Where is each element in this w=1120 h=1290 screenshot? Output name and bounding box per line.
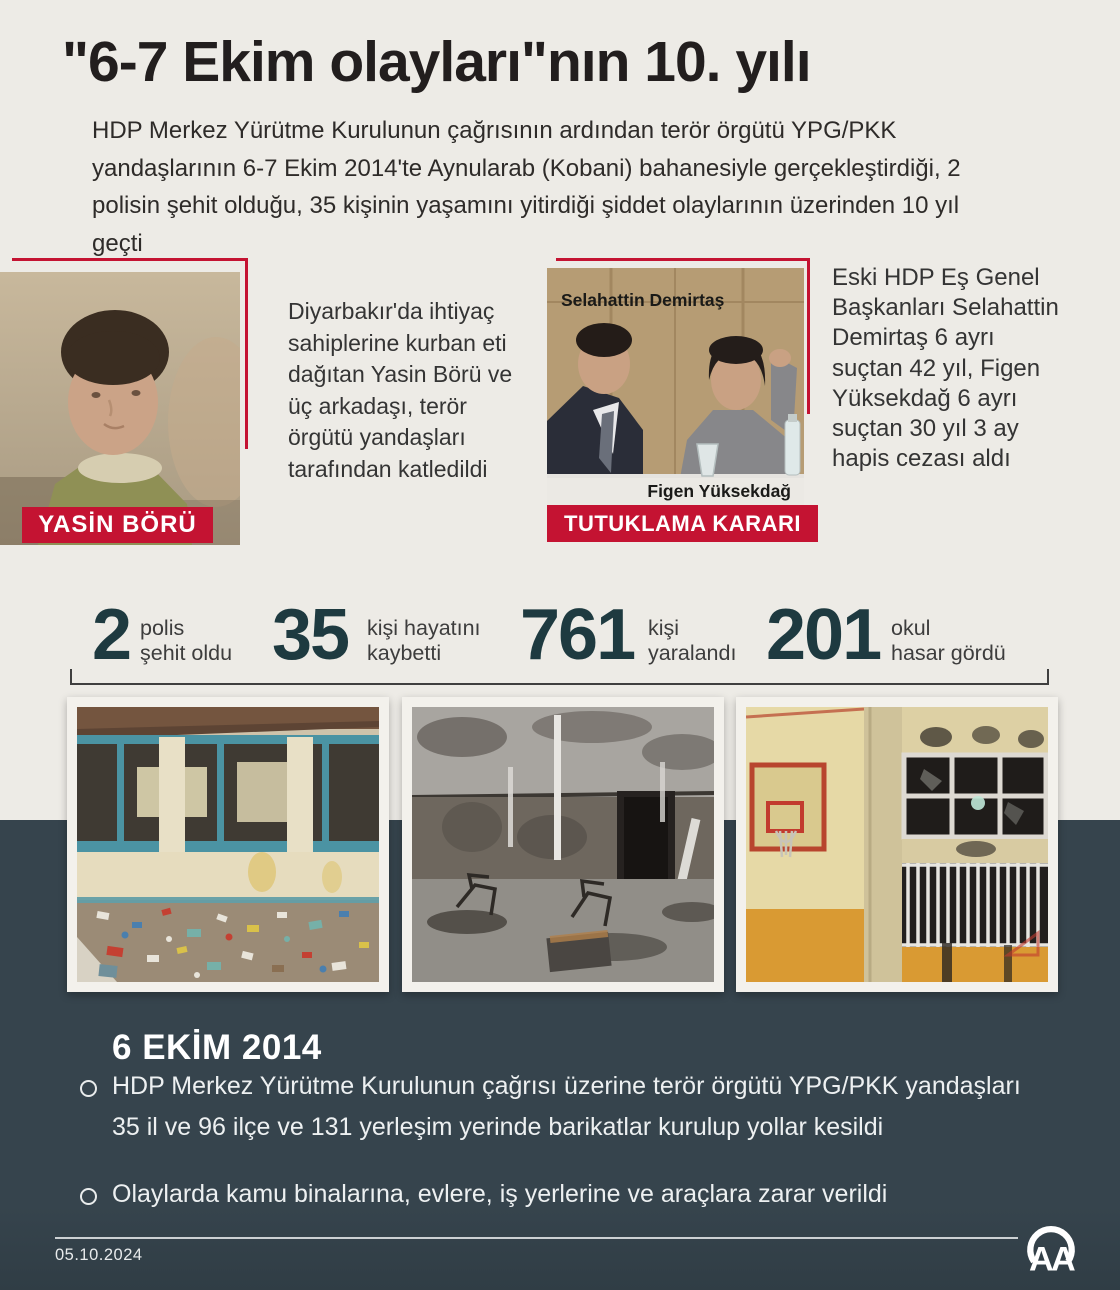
school-exterior-illustration [77,707,379,982]
timeline-heading: 6 EKİM 2014 [112,1028,322,1067]
tutuklama-karari-tag [547,505,818,542]
stat-police-value: 2 [92,595,131,675]
stat-injured-label: kişi yaralandı [648,616,737,665]
figen-yuksekdag-photo-label: Figen Yüksekdağ [547,478,804,505]
yasin-boru-name-tag [22,507,213,543]
footer-date: 05.10.2024 [55,1246,143,1264]
bullet-circle-2 [80,1188,97,1205]
stat-schools-label: okul hasar gördü [891,616,1006,665]
stats-bracket-line [70,669,1049,685]
intro-paragraph: HDP Merkez Yürütme Kurulunun çağrısının ardından terör örgütü YPG/PKK yandaşlarının 6-7 Ekim 2014'te Aynularab (Kobani) bahanesiyle gerçekleştirdiği, 2 polisin şehit olduğu, 35 kişinin yaşamını yitirdiği şiddet olaylarının üzerinden 10 yıl geçti [92,117,961,257]
stat-injured-value: 761 [520,595,635,675]
gym-illustration [746,707,1048,982]
footer-divider-line [55,1237,1018,1239]
burned-classroom-photo [402,697,724,992]
damaged-school-exterior-photo [67,697,389,992]
stat-deaths-label: kişi hayatını kaybetti [367,616,481,665]
burned-interior-illustration [412,707,714,982]
selahattin-demirtas-photo-label: Selahattin Demirtaş [561,290,725,310]
timeline-bullet-2: Olaylarda kamu binalarına, evlere, iş yerlerine ve araçlara zarar verildi [112,1180,888,1208]
stat-schools-value: 201 [766,595,881,675]
damaged-gym-photo [736,697,1058,992]
page-title: "6-7 Ekim olayları"nın 10. yılı [62,30,811,94]
yasin-boru-caption: Diyarbakır'da ihtiyaç sahiplerine kurban eti dağıtan Yasin Börü ve üç arkadaşı, terör örgütü yandaşları tarafından katledildi [288,298,513,482]
aa-monogram-icon [1024,1218,1078,1278]
yasin-boru-portrait-photo [0,272,240,545]
hdp-leaders-caption: Eski HDP Eş Genel Başkanları Selahattin Demirtaş 6 ayrı suçtan 42 yıl, Figen Yüksekdağ 6 ayrı suçtan 30 yıl 3 ay hapis cezası aldı [832,264,1059,473]
portrait-illustration [0,272,240,545]
stat-police-label: polis şehit oldu [140,616,233,665]
anadolu-agency-logo-icon [1024,1218,1078,1278]
tutuklama-karari-tag-label: TUTUKLAMA KARARI [564,510,801,536]
aa-monogram-text: AA [1029,1240,1073,1278]
yasin-boru-name-tag-label: YASİN BÖRÜ [38,511,197,538]
bullet-circle-1 [80,1080,97,1097]
stat-deaths-value: 35 [272,595,349,675]
demirtas-yuksekdag-photo [547,268,804,505]
timeline-bullet-1: HDP Merkez Yürütme Kurulunun çağrısı üzerine terör örgütü YPG/PKK yandaşları 35 il ve 96 ilçe ve 131 yerleşim yerinde barikatlar kurulup yollar kesildi [112,1072,1021,1141]
